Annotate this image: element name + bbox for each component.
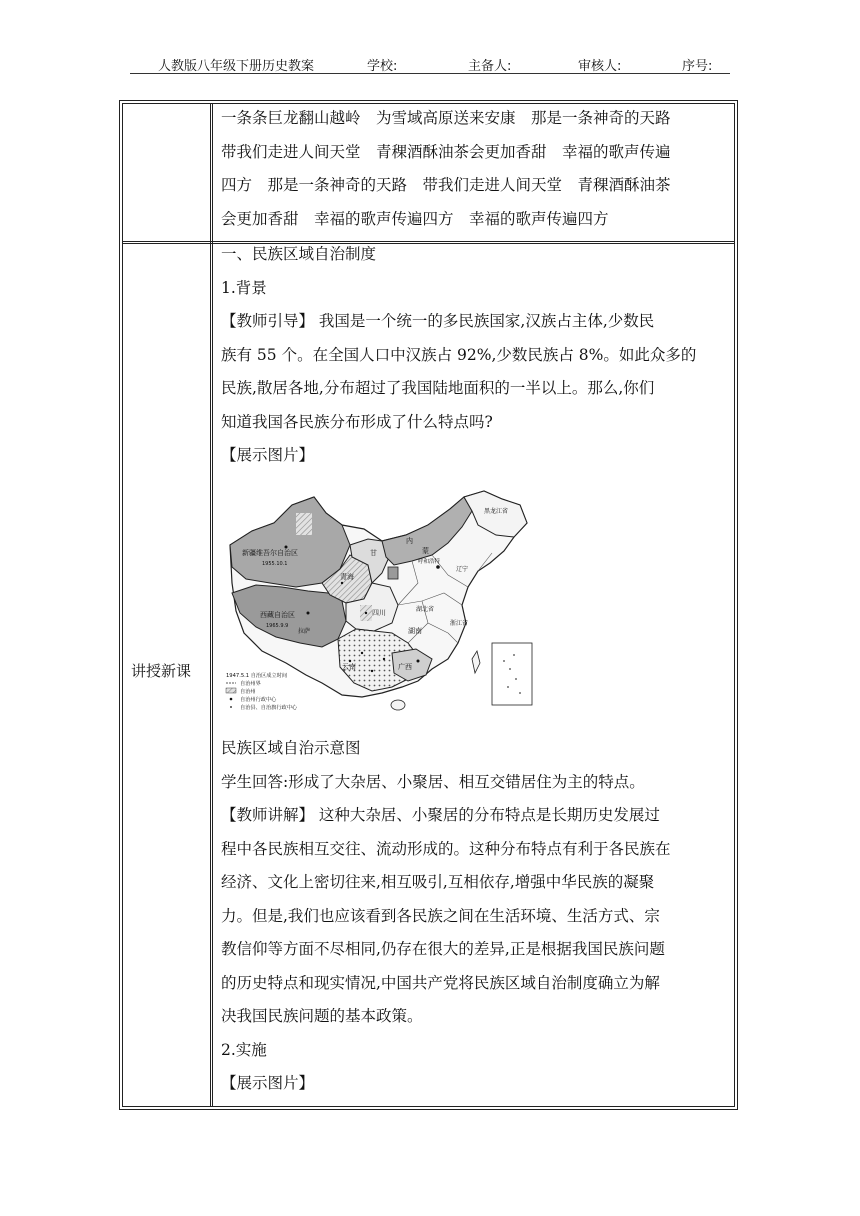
label-zhejiang: 浙江省 bbox=[450, 620, 469, 627]
text-line: 【教师引导】 我国是一个统一的多民族国家,汉族占主体,少数民 bbox=[221, 312, 655, 330]
text-line: 【教师讲解】 这种大杂居、小聚居的分布特点是长期历史发展过 bbox=[221, 806, 660, 824]
header-rule bbox=[130, 73, 730, 74]
label-yunnan: 云南 bbox=[342, 663, 356, 671]
map-caption: 民族区域自治示意图 bbox=[221, 739, 361, 757]
label-hunan: 湖南 bbox=[408, 627, 422, 635]
text-line: 经济、文化上密切往来,相互吸引,互相依存,增强中华民族的凝聚 bbox=[221, 873, 655, 891]
text-line: 族有 55 个。在全国人口中汉族占 92%,少数民族占 8%。如此众多的 bbox=[221, 345, 697, 364]
text-line: 民族,散居各地,分布超过了我国陆地面积的一半以上。那么,你们 bbox=[221, 379, 655, 397]
map-legend bbox=[226, 671, 298, 711]
text-line: 一、民族区域自治制度 bbox=[221, 245, 377, 263]
text-line: 1.背景 bbox=[221, 278, 267, 297]
legend-county-center: 自治县、自治旗行政中心 bbox=[240, 705, 298, 711]
text-line: 学生回答:形成了大杂居、小聚居、相互交错居住为主的特点。 bbox=[221, 772, 645, 791]
legend-prefecture-center: 自治州行政中心 bbox=[240, 697, 277, 703]
text-line: 程中各民族相互交往、流动形成的。这种分布特点有利于各民族在 bbox=[221, 839, 671, 858]
label-xinjiang-date: 1955.10.1 bbox=[262, 561, 288, 567]
label-gansu: 甘 bbox=[370, 549, 377, 557]
column-divider bbox=[210, 104, 213, 1106]
preparer-field: 主备人: bbox=[468, 59, 512, 74]
xinjiang-region bbox=[230, 497, 350, 587]
label-guangxi: 广西 bbox=[398, 663, 412, 671]
text-line: 【展示图片】 bbox=[221, 1074, 315, 1092]
text-line: 知道我国各民族分布形成了什么特点吗? bbox=[221, 412, 493, 431]
label-heilongjiang: 黑龙江省 bbox=[484, 508, 509, 515]
serial-field: 序号: bbox=[682, 59, 713, 74]
section-label: 讲授新课 bbox=[131, 662, 192, 680]
ningxia-region bbox=[388, 567, 398, 579]
row2-bottom-text bbox=[221, 732, 731, 1101]
label-hubei: 湖北省 bbox=[416, 606, 435, 613]
text-line: 教信仰等方面不尽相同,仍存在很大的差异,正是根据我国民族问题 bbox=[221, 940, 665, 958]
row2-top-text bbox=[221, 238, 731, 473]
legend-prefecture: 自治州 bbox=[240, 689, 256, 695]
label-qinghai: 青海 bbox=[340, 573, 354, 581]
text-line: 会更加香甜 幸福的歌声传遍四方 幸福的歌声传遍四方 bbox=[221, 209, 609, 228]
label-xinjiang: 新疆维吾尔自治区 bbox=[242, 549, 298, 557]
label-innermongolia-c: 呼和浩特 bbox=[418, 559, 441, 565]
label-sichuan: 四川 bbox=[372, 609, 386, 617]
text-line: 力。但是,我们也应该看到各民族之间在生活环境、生活方式、宗 bbox=[221, 906, 660, 925]
label-innermongolia-a: 内 bbox=[406, 537, 413, 545]
label-tibet: 西藏自治区 bbox=[260, 611, 295, 619]
label-innermongolia-b: 蒙 bbox=[422, 547, 429, 555]
text-line: 的历史特点和现实情况,中国共产党将民族区域自治制度确立为解 bbox=[221, 973, 660, 992]
row1-lyrics bbox=[221, 102, 731, 236]
label-liaoning: 辽宁 bbox=[456, 566, 469, 573]
taiwan-island bbox=[472, 651, 480, 673]
page-header bbox=[130, 52, 730, 74]
text-line: 决我国民族问题的基本政策。 bbox=[221, 1007, 423, 1025]
label-lhasa: 拉萨 bbox=[298, 628, 311, 635]
hainan-island bbox=[391, 700, 405, 710]
text-line: 2.实施 bbox=[221, 1040, 267, 1059]
text-line: 带我们走进人间天堂 青稞酒酥油茶会更加香甜 幸福的歌声传遍 bbox=[221, 142, 671, 161]
text-line: 一条条巨龙翻山越岭 为雪域高原送来安康 那是一条神奇的天路 bbox=[221, 109, 671, 127]
legend-title: 1947.5.1 自治区成立时间 bbox=[226, 673, 288, 679]
ethnic-autonomy-map bbox=[222, 483, 542, 731]
school-field: 学校: bbox=[367, 59, 398, 74]
reviewer-field: 审核人: bbox=[578, 59, 622, 74]
south-sea-inset bbox=[492, 643, 532, 705]
text-line: 【展示图片】 bbox=[221, 446, 315, 464]
doc-title: 人教版八年级下册历史教案 bbox=[158, 59, 315, 74]
label-tibet-date: 1965.9.9 bbox=[266, 623, 289, 629]
xinjiang-prefecture bbox=[296, 513, 312, 535]
legend-boundary: 自治州界 bbox=[240, 681, 261, 687]
text-line: 四方 那是一条神奇的天路 带我们走进人间天堂 青稞酒酥油茶 bbox=[221, 176, 671, 194]
